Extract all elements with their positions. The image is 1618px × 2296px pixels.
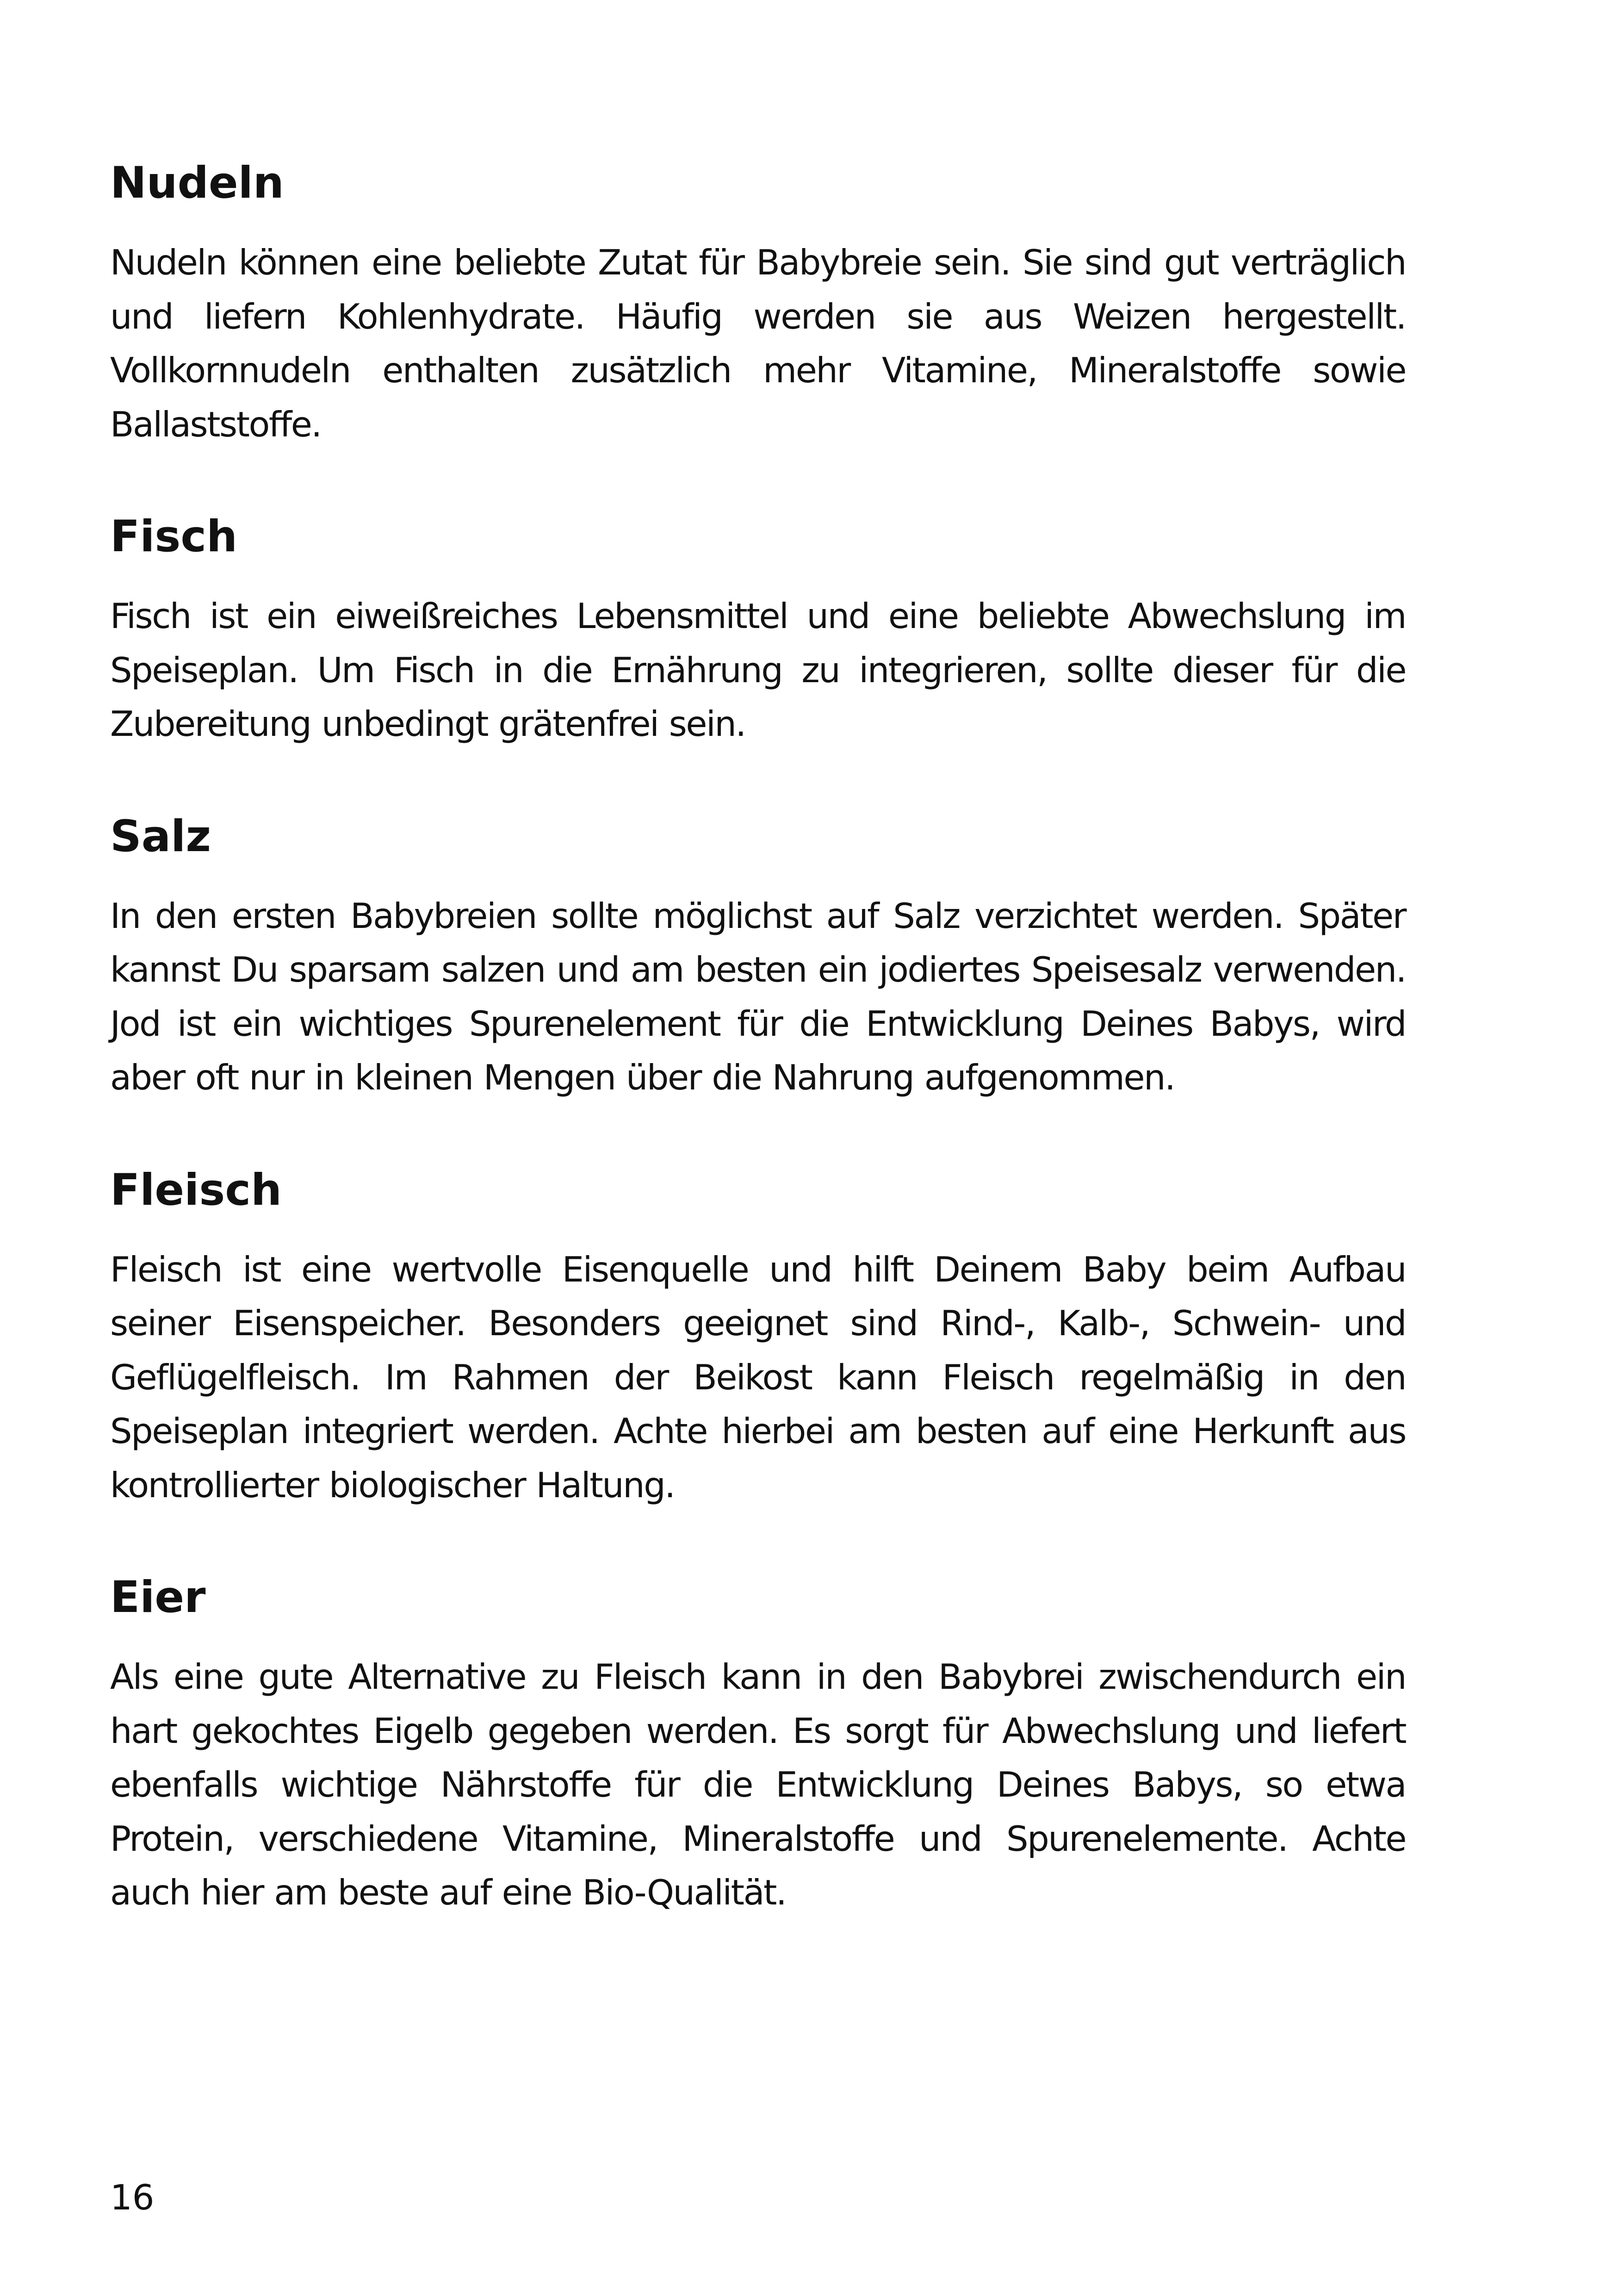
section-title: Fisch [110,511,238,562]
section-salz [110,809,1406,1105]
section-title: Nudeln [110,158,284,208]
section-fisch [110,509,1406,751]
section-nudeln [110,155,1406,451]
page-number: 16 [110,2177,155,2218]
section-title: Eier [110,1572,206,1623]
section-fleisch [110,1162,1406,1512]
section-title: Salz [110,811,211,862]
section-eier [110,1569,1406,1920]
section-paragraph: Fleisch ist eine wertvolle Eisenquelle und hilft Deinem Baby beim Aufbau seiner Eisenspeicher. Besonders geeignet sind Rind-, Kalb-, Schwein- und Geflügelfleisch. Im Rahmen der Beikost kann Fleisch regelmäßig in den Speiseplan integriert werden. Achte hierbei am besten auf eine Herkunft aus kontrollierter biologischer Haltung. [110,1249,1406,1506]
section-title: Fleisch [110,1164,282,1215]
section-paragraph: In den ersten Babybreien sollte möglichst auf Salz verzichtet werden. Später kannst Du sparsam salzen und am besten ein jodiertes Speisesalz verwenden. Jod ist ein wichtiges Spurenelement für die Entwicklung Deines Babys, wird aber oft nur in kleinen Mengen über die Nahrung aufgenommen. [110,895,1406,1098]
page-content [110,155,1406,1920]
section-paragraph: Fisch ist ein eiweißreiches Lebensmittel und eine beliebte Abwechslung im Speiseplan. Um Fisch in die Ernährung zu integrieren, sollte dieser für die Zubereitung unbedingt grätenfrei sein. [110,596,1406,744]
section-paragraph: Nudeln können eine beliebte Zutat für Babybreie sein. Sie sind gut verträglich und liefern Kohlenhydrate. Häufig werden sie aus Weizen hergestellt. Vollkornnudeln enthalten zusätzlich mehr Vitamine, Mineralstoffe sowie Ballaststoffe. [110,242,1406,445]
section-paragraph: Als eine gute Alternative zu Fleisch kann in den Babybrei zwischendurch ein hart gekochtes Eigelb gegeben werden. Es sorgt für Abwechslung und liefert ebenfalls wichtige Nährstoffe für die Entwicklung Deines Babys, so etwa Protein, verschiedene Vitamine, Mineralstoffe und Spurenelemente. Achte auch hier am beste auf eine Bio-Qualität. [110,1656,1406,1913]
